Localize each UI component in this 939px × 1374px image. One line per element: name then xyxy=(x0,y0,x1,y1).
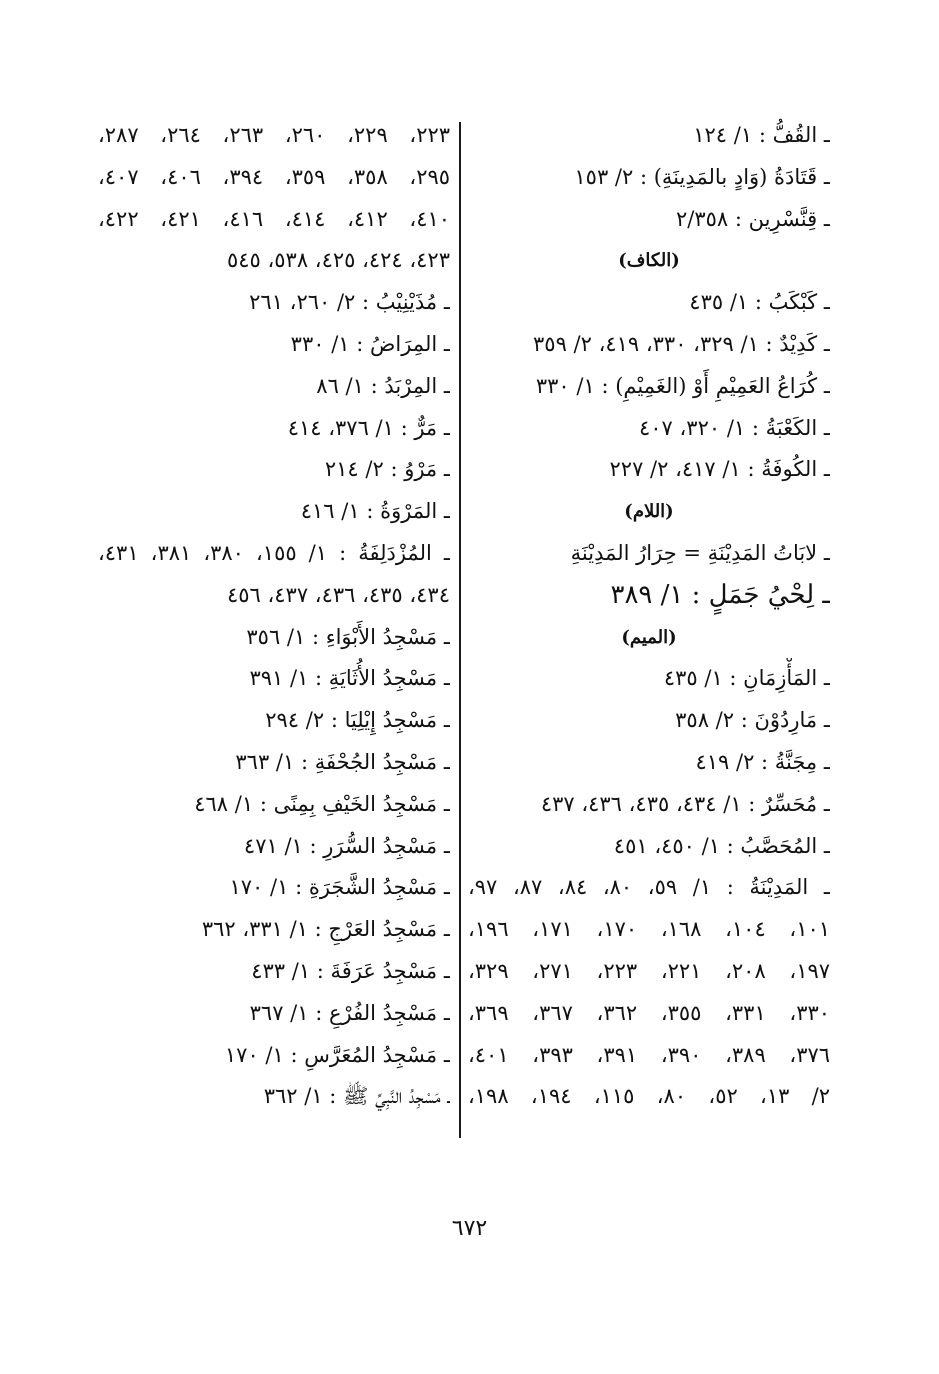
index-entry-line: ـ مَرْوُ : ٢/ ٢١٤ xyxy=(324,457,450,482)
index-entry-line: ـ مَسْجِدُ العَرْجِ : ١/ ٣٣١، ٣٦٢ xyxy=(201,917,450,942)
index-entry-line: ـ مِجَنَّةُ : ٢/ ٤١٩ xyxy=(695,749,830,774)
index-entry-line: ١٠١، ١٠٤، ١٦٨، ١٧٠، ١٧١، ١٩٦، xyxy=(468,917,830,942)
index-entry-line: ـ مَسْجِدُ الجُحْفَةِ : ١/ ٣٦٣ xyxy=(235,749,450,774)
letter-section-heading: (اللام) xyxy=(624,501,674,523)
index-entry-line: ـ الكُوفَةُ : ١/ ٤١٧، ٢/ ٢٢٧ xyxy=(609,457,830,482)
index-entry-line: ـ مَسْجِدُ الشَّجَرَةِ : ١/ ١٧٠ xyxy=(229,875,450,900)
index-entry-line: ـ مَسْجِدُ الخَيْفِ بِمِنًى : ١/ ٤٦٨ xyxy=(194,791,450,816)
letter-section-heading: (الكاف) xyxy=(618,250,680,272)
index-entry-line: ـ مَسْجِدُ عَرَفَةَ : ١/ ٤٣٣ xyxy=(251,958,450,983)
page-number: ٦٧٢ xyxy=(451,1216,488,1241)
index-entry-line: ـ المُحَصَّبُ : ١/ ٤٥٠، ٤٥١ xyxy=(613,833,830,858)
index-entry-line: ١٩٧، ٢٠٨، ٢٢١، ٢٢٣، ٢٧١، ٣٢٩، xyxy=(468,958,830,983)
column-divider xyxy=(459,122,461,1138)
index-entry-line: ٢/ ١٣، ٥٢، ٨٠، ١١٥، ١٩٤، ١٩٨، xyxy=(468,1084,830,1109)
index-entry-line: ـ مُحَسِّرٌ : ١/ ٤٣٤، ٤٣٥، ٤٣٦، ٤٣٧ xyxy=(540,791,830,816)
index-entry-line: ـ لِحْيُ جَمَلٍ : ١/ ٣٨٩ xyxy=(610,579,830,610)
index-entry-line: ـ لابَاتُ المَدِيْنَةِ = حِرَارُ المَدِيْنَةِ xyxy=(570,540,830,565)
index-entry-line: ـ المِرْبَدُ : ١/ ٨٦ xyxy=(316,373,450,398)
index-entry-line: ٤١٠، ٤١٢، ٤١٤، ٤١٦، ٤٢١، ٤٢٢، xyxy=(98,206,450,231)
index-entry-line: ـ مَسْجِدُ الفُرْعِ : ١/ ٣٦٧ xyxy=(249,1000,450,1025)
index-entry-line: ـ كُرَاعُ العَمِيْمِ أَوْ (الغَمِيْمِ) : ١/ ٣٣٠ xyxy=(535,373,830,398)
index-entry-line: ـ كَبْكَبُ : ١/ ٤٣٥ xyxy=(689,290,830,315)
index-entry-line: ٣٣٠، ٣٣١، ٣٥٥، ٣٦٢، ٣٦٧، ٣٦٩، xyxy=(468,1000,830,1025)
letter-section-heading: (الميم) xyxy=(621,626,677,648)
index-entry-line: ـ مَرٌّ : ١/ ٣٧٦، ٤١٤ xyxy=(287,415,450,440)
index-entry-line: ـ القُفُّ : ١/ ١٢٤ xyxy=(693,123,830,147)
index-entry-line: ـ مَسْجِدُ إِيْلِيَا : ٢/ ٢٩٤ xyxy=(265,708,450,733)
index-entry-line: ـ مَسْجِدُ الأُثَايَةِ : ١/ ٣٩١ xyxy=(249,666,450,691)
index-entry-line: ـ الكَعْبَةُ : ١/ ٣٢٠، ٤٠٧ xyxy=(639,415,830,440)
index-entry-line: ـ المُزْدَلِفَةُ : ١/ ١٥٥، ٣٨٠، ٣٨١، ٤٣١، xyxy=(98,540,450,565)
index-entry-line: ٢٢٣، ٢٢٩، ٢٦٠، ٢٦٣، ٢٦٤، ٢٨٧، xyxy=(98,123,450,147)
index-entry-line: ـ مَارِدُوْنَ : ٢/ ٣٥٨ xyxy=(675,708,830,733)
index-entry-line: ٢٩٥، ٣٥٨، ٣٥٩، ٣٩٤، ٤٠٦، ٤٠٧، xyxy=(98,164,450,189)
index-entry-line: ـ مَسْجِدُ المُعَرَّسِ : ١/ ١٧٠ xyxy=(224,1042,450,1067)
index-column-right xyxy=(468,115,830,1118)
index-entry-line: ـ كَدِيْدٌ : ١/ ٣٢٩، ٣٣٠، ٤١٩، ٢/ ٣٥٩ xyxy=(533,331,830,356)
index-entry-line: ـ قَتَادَةُ (وَادٍ بالمَدِينَةِ) : ٢/ ١٥٣ xyxy=(574,164,830,189)
index-entry-line: ـ مُذَيْنِيْبُ : ٢/ ٢٦٠، ٢٦١ xyxy=(249,290,450,315)
index-entry-line: ٣٧٦، ٣٨٩، ٣٩٠، ٣٩١، ٣٩٣، ٤٠١، xyxy=(468,1042,830,1067)
index-entry-line: ٤٣٤، ٤٣٥، ٤٣٦، ٤٣٧، ٤٥٦ xyxy=(226,582,450,607)
index-entry-line: ـ المَرْوَةُ : ١/ ٤١٦ xyxy=(300,499,450,524)
index-entry-line: ـ مَسْجِدُ الأَبْوَاءِ : ١/ ٣٥٦ xyxy=(246,624,450,649)
index-entry-line: ـ المَدِيْنَةُ : ١/ ٥٩، ٨٠، ٨٤، ٨٧، ٩٧، xyxy=(468,875,830,900)
index-entry-line: ـ المَأْزِمَانِ : ١/ ٤٣٥ xyxy=(663,666,830,691)
index-entry-line: ٤٢٣، ٤٢٤، ٤٢٥، ٥٣٨، ٥٤٥ xyxy=(226,248,450,273)
index-entry-line: ـ المِرَاضُ : ١/ ٣٣٠ xyxy=(290,331,450,356)
index-entry-line: ـ مَسْجِدُ النَّبِيِّ ﷺ : ١/ ٣٦٢ xyxy=(263,1084,450,1109)
index-column-left xyxy=(98,115,450,1118)
index-entry-line: ـ مَسْجِدُ السُّرَرِ : ١/ ٤٧١ xyxy=(243,833,450,858)
index-entry-line: ـ قِنَّسْرِين : ٢/٣٥٨ xyxy=(676,206,830,231)
